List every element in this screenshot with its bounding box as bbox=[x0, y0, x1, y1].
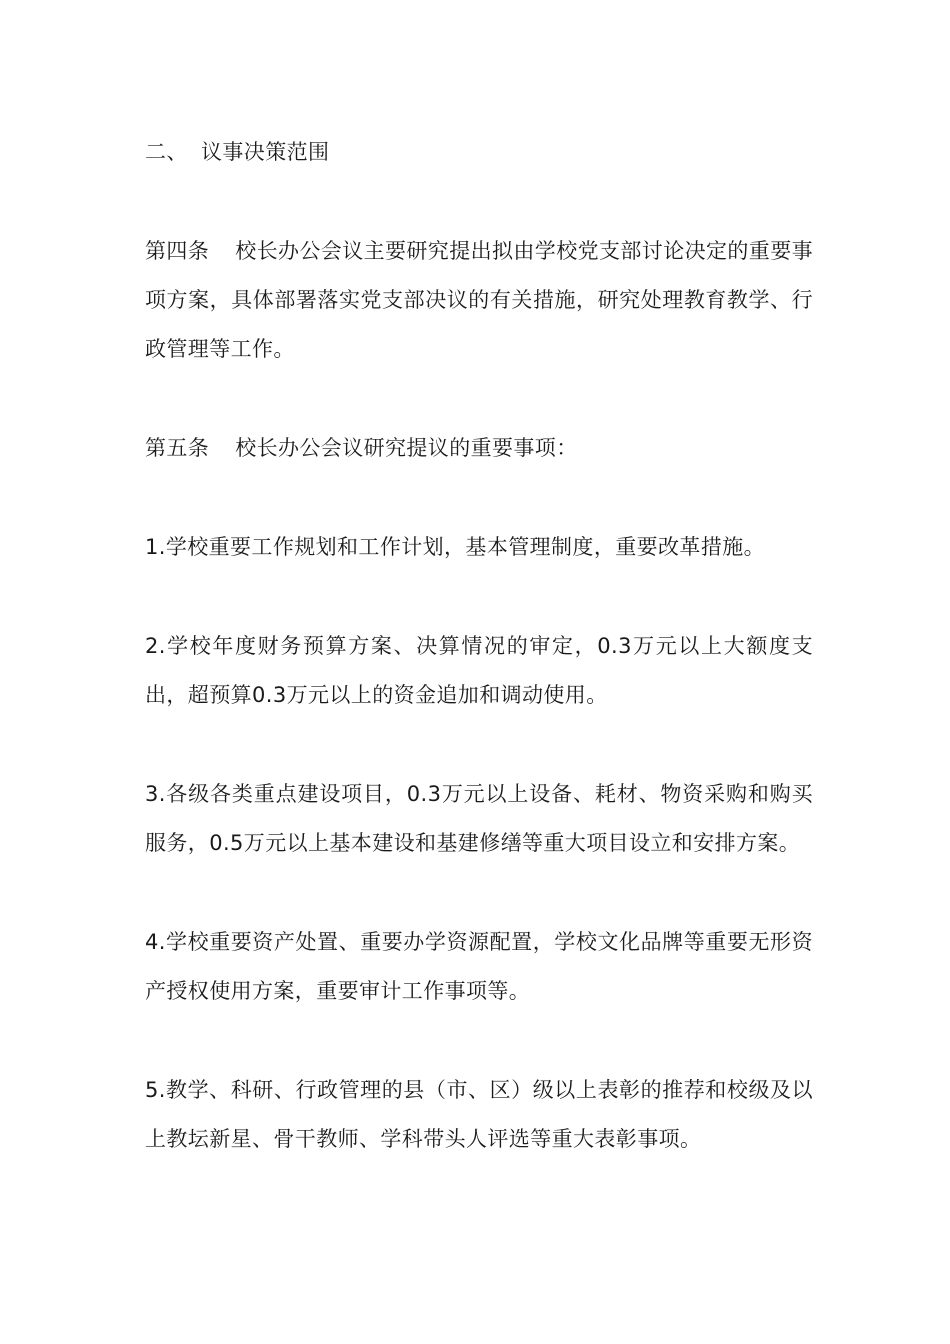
paragraph-gap bbox=[145, 177, 813, 227]
article-4-text: 校长办公会议主要研究提出拟由学校党支部讨论决定的重要事项方案，具体部署落实党支部决议的有关措施，研究处理教育教学、行政管理等工作。 bbox=[145, 239, 814, 361]
document-body bbox=[145, 128, 813, 1164]
list-item-5: 5.教学、科研、行政管理的县（市、区）级以上表彰的推荐和校级及以上教坛新星、骨干教师、学科带头人评选等重大表彰事项。 bbox=[145, 1078, 813, 1151]
paragraph-gap bbox=[145, 720, 813, 770]
paragraph-gap bbox=[145, 473, 813, 523]
section-title: 议事决策范围 bbox=[201, 140, 330, 164]
list-item-1: 1.学校重要工作规划和工作计划，基本管理制度，重要改革措施。 bbox=[145, 535, 766, 559]
article-5 bbox=[145, 424, 813, 473]
paragraph-gap bbox=[145, 1016, 813, 1066]
list-item-4: 4.学校重要资产处置、重要办学资源配置，学校文化品牌等重要无形资产授权使用方案，重要审计工作事项等。 bbox=[145, 930, 813, 1003]
article-5-label: 第五条 bbox=[145, 436, 210, 460]
paragraph-gap bbox=[145, 572, 813, 622]
section-heading bbox=[145, 128, 813, 177]
paragraph-gap bbox=[145, 374, 813, 424]
list-item-3: 3.各级各类重点建设项目，0.3万元以上设备、耗材、物资采购和购买服务，0.5万元以上基本建设和基建修缮等重大项目设立和安排方案。 bbox=[145, 782, 813, 855]
article-4-label: 第四条 bbox=[145, 239, 210, 263]
article-4 bbox=[145, 227, 813, 374]
section-number: 二、 bbox=[145, 140, 188, 164]
article-5-text: 校长办公会议研究提议的重要事项： bbox=[235, 436, 578, 460]
paragraph-gap bbox=[145, 868, 813, 918]
list-item-2: 2.学校年度财务预算方案、决算情况的审定，0.3万元以上大额度支出，超预算0.3万元以上的资金追加和调动使用。 bbox=[145, 634, 813, 707]
